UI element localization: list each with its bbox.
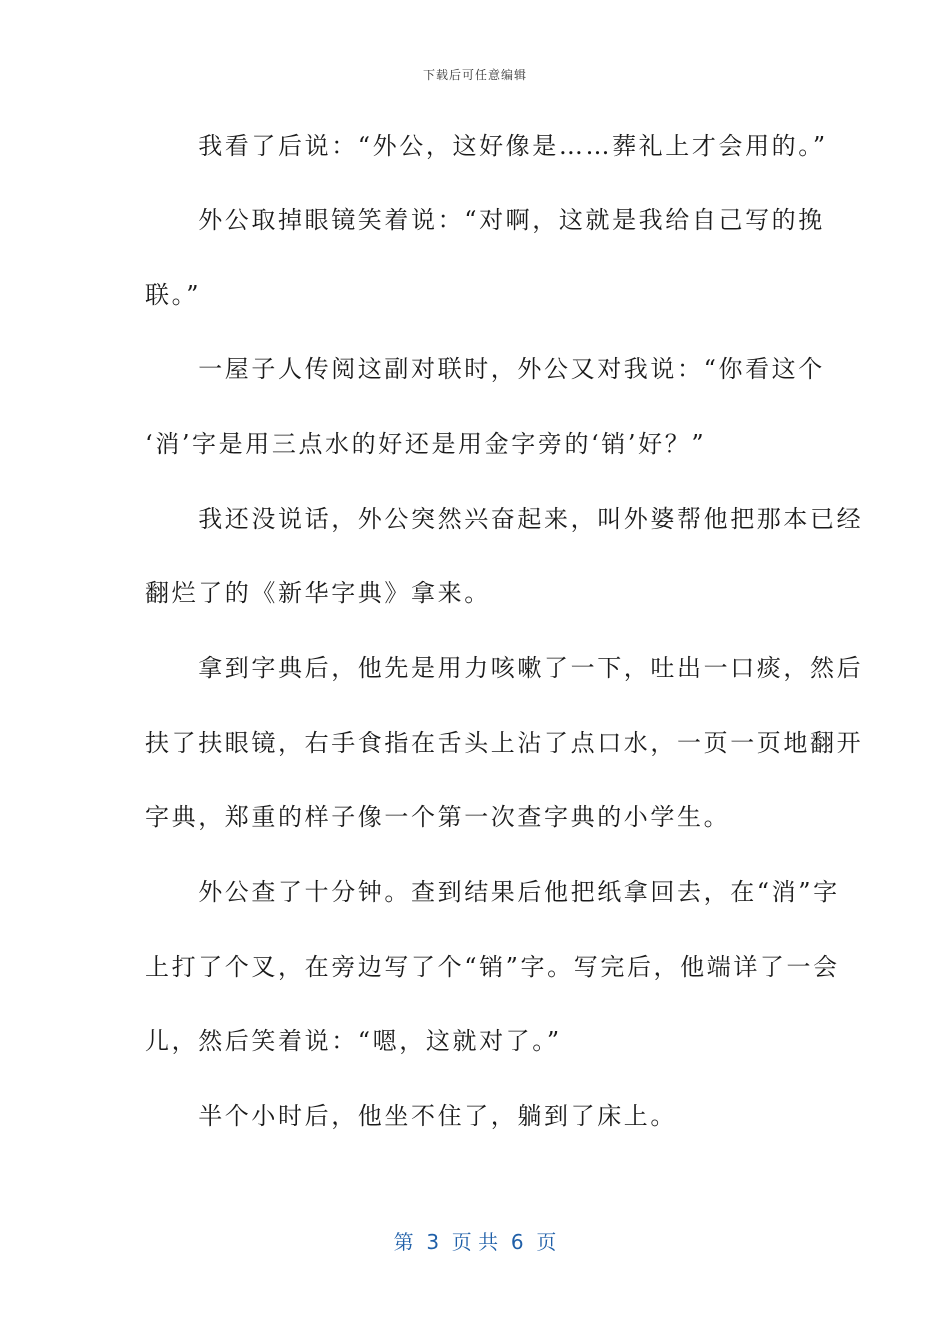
paragraph-line: 联。” [145,281,202,309]
paragraph-line: 外公查了十分钟。查到结果后他把纸拿回去，在“消”字 [145,878,840,906]
paragraph-line: 字典，郑重的样子像一个第一次查字典的小学生。 [145,803,731,831]
paragraph-line: 外公取掉眼镜笑着说：“对啊，这就是我给自己写的挽 [145,206,825,234]
paragraph-line: 我看了后说：“外公，这好像是……葬礼上才会用的。” [145,132,828,160]
paragraph-line: 我还没说话，外公突然兴奋起来，叫外婆帮他把那本已经 [145,505,864,533]
paragraph-line: 扶了扶眼镜，右手食指在舌头上沾了点口水，一页一页地翻开 [145,729,864,757]
paragraph-line: 拿到字典后，他先是用力咳嗽了一下，吐出一口痰，然后 [145,654,864,682]
paragraph-line: 一屋子人传阅这副对联时，外公又对我说：“你看这个 [145,355,825,383]
paragraph-line: 半个小时后，他坐不住了，躺到了床上。 [145,1102,677,1130]
paragraph-line: 上打了个叉，在旁边写了个“销”字。写完后，他端详了一会 [145,953,840,981]
paragraph-line: ‘消’字是用三点水的好还是用金字旁的‘销’好？” [145,430,707,458]
paragraph-line: 翻烂了的《新华字典》拿来。 [145,579,491,607]
paragraph-line: 儿，然后笑着说：“嗯，这就对了。” [145,1027,562,1055]
page-header: 下载后可任意编辑 [422,68,527,82]
page-number: 第 3 页 共 6 页 [393,1230,557,1254]
